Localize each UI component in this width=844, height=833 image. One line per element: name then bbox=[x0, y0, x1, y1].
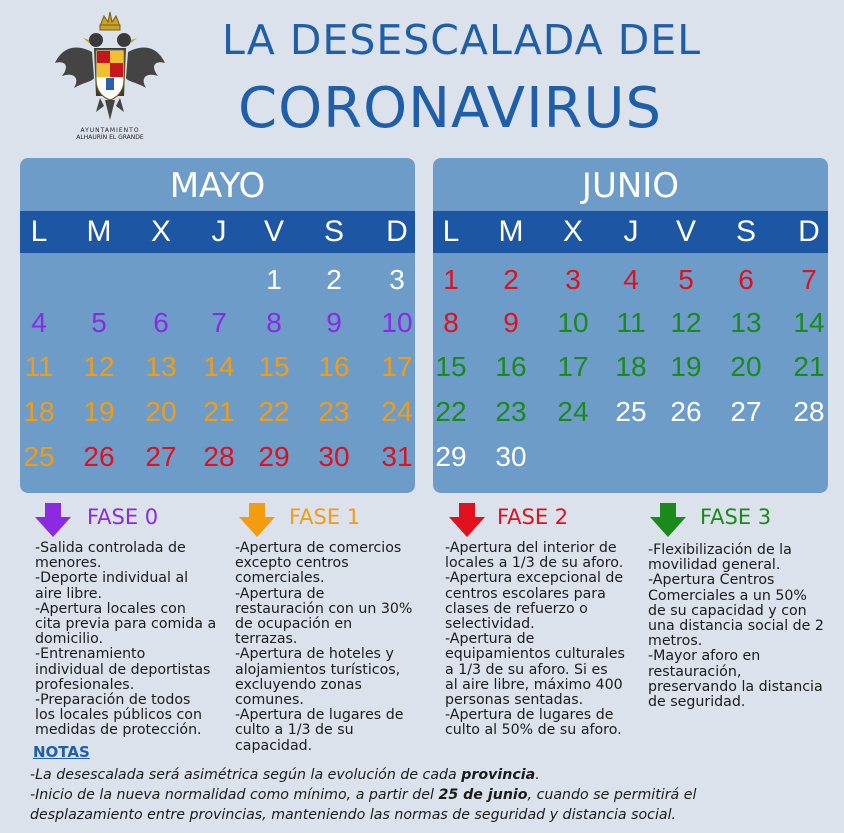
fase-text-line: Comerciales a un 50% bbox=[648, 587, 807, 604]
fase-text-line: -Apertura del interior de bbox=[445, 540, 617, 556]
fase-text-line: terrazas. bbox=[235, 631, 298, 648]
calendar-day: 22 bbox=[258, 396, 290, 427]
notas-heading: NOTAS bbox=[33, 743, 90, 761]
calendar-day: 31 bbox=[381, 441, 413, 472]
fase-text-line: de seguridad. bbox=[648, 694, 746, 711]
calendar-day: 13 bbox=[145, 351, 177, 382]
weekday-label: S bbox=[735, 215, 756, 248]
page-title-line2: CORONAVIRUS bbox=[238, 76, 663, 141]
calendar-month-title: JUNIO bbox=[581, 166, 680, 206]
fase-text-line: una distancia social de 2 bbox=[648, 618, 824, 635]
weekday-label: V bbox=[263, 215, 284, 248]
calendar-day: 14 bbox=[793, 307, 825, 338]
calendar-day: 10 bbox=[557, 307, 589, 338]
nota-1-emphasis: provincia bbox=[461, 767, 536, 783]
fase-text-line: personas sentadas. bbox=[445, 692, 584, 709]
fase-text-line: restauración, bbox=[648, 663, 742, 680]
calendar-day: 12 bbox=[83, 351, 115, 382]
calendar-day: 7 bbox=[211, 307, 227, 338]
calendar-day: 3 bbox=[389, 264, 405, 295]
calendar-month-title: MAYO bbox=[169, 166, 266, 206]
fase-text-line: locales a 1/3 de su aforo. bbox=[445, 555, 624, 572]
calendar-day: 22 bbox=[435, 396, 467, 427]
calendar-day: 13 bbox=[730, 307, 762, 338]
fase-text-line: equipamientos culturales bbox=[445, 646, 625, 663]
down-arrow-icon bbox=[35, 503, 71, 537]
weekday-header bbox=[433, 211, 828, 253]
calendar-day: 11 bbox=[616, 307, 646, 338]
weekday-label: S bbox=[323, 215, 344, 248]
calendar-day: 10 bbox=[381, 307, 413, 338]
calendar-junio bbox=[433, 158, 828, 493]
calendar-day: 6 bbox=[738, 264, 754, 295]
crest-label-line1: AYUNTAMIENTO bbox=[80, 127, 140, 134]
calendar-day: 19 bbox=[670, 351, 702, 382]
fase-text-line: -Salida controlada de bbox=[35, 540, 186, 556]
fase-text-line: -Deporte individual al bbox=[35, 570, 189, 587]
nota-1 bbox=[30, 765, 820, 785]
calendar-day: 6 bbox=[153, 307, 169, 338]
calendar-day: 16 bbox=[318, 351, 350, 382]
calendar-day: 9 bbox=[326, 307, 342, 338]
calendar-day: 20 bbox=[145, 396, 177, 427]
calendar-day: 1 bbox=[443, 264, 459, 295]
calendar-day: 24 bbox=[557, 396, 589, 427]
fase-text-line: a 1/3 de su aforo. Si es bbox=[445, 661, 608, 678]
weekday-label: M bbox=[86, 215, 112, 248]
calendar-day: 15 bbox=[258, 351, 290, 382]
calendar-day: 18 bbox=[23, 396, 55, 427]
calendar-day: 29 bbox=[435, 441, 467, 472]
calendar-day: 3 bbox=[565, 264, 581, 295]
calendar-mayo bbox=[20, 158, 415, 493]
nota-1-end: . bbox=[535, 767, 540, 783]
fase-text-line: metros. bbox=[648, 633, 703, 650]
calendar-day: 5 bbox=[678, 264, 694, 295]
calendar-day: 28 bbox=[793, 396, 825, 427]
fase-1-text bbox=[235, 541, 425, 754]
calendar-day: 7 bbox=[801, 264, 817, 295]
weekday-header bbox=[20, 211, 415, 253]
down-arrow-icon bbox=[650, 503, 686, 537]
calendar-day: 21 bbox=[793, 351, 825, 382]
fase-text-line: selectividad. bbox=[445, 616, 535, 633]
fase-2-title: FASE 2 bbox=[497, 505, 569, 529]
calendar-day: 14 bbox=[203, 351, 235, 382]
fase-text-line: excluyendo zonas bbox=[235, 676, 362, 693]
weekday-label: X bbox=[150, 215, 171, 248]
nota-2-text: -Inicio de la nueva normalidad como mínimo, a partir del bbox=[30, 787, 439, 803]
header bbox=[0, 0, 844, 150]
double-eagle-crest-icon bbox=[50, 8, 170, 128]
calendar-day: 26 bbox=[83, 441, 115, 472]
fase-text-line: restauración con un 30% bbox=[235, 600, 413, 617]
nota-2-end: , cuando se permitirá el bbox=[527, 787, 697, 803]
weekday-label: L bbox=[442, 215, 460, 248]
fase-text-line: -Apertura de lugares de bbox=[445, 707, 614, 724]
fase-text-line: de ocupación en bbox=[235, 616, 353, 633]
calendar-day: 8 bbox=[266, 307, 282, 338]
fase-text-line: menores. bbox=[35, 555, 102, 572]
calendar-day: 30 bbox=[495, 441, 527, 472]
weekday-label: V bbox=[675, 215, 696, 248]
fase-text-line: -Apertura de bbox=[445, 631, 535, 648]
calendar-day: 27 bbox=[730, 396, 762, 427]
calendar-day: 17 bbox=[557, 351, 589, 382]
fase-text-line: -Apertura de hoteles y bbox=[235, 646, 394, 663]
fase-text-line: clases de refuerzo o bbox=[445, 600, 588, 617]
fase-text-line: movilidad general. bbox=[648, 557, 781, 574]
down-arrow-icon bbox=[239, 503, 275, 537]
fase-text-line: excepto centros bbox=[235, 555, 349, 572]
fase-text-line: medidas de protección. bbox=[35, 722, 202, 739]
calendar-day: 9 bbox=[503, 307, 519, 338]
calendar-day: 28 bbox=[203, 441, 235, 472]
city-crest bbox=[50, 8, 170, 143]
calendar-day: 4 bbox=[31, 307, 47, 338]
calendar-day: 21 bbox=[203, 396, 235, 427]
calendar-day: 5 bbox=[91, 307, 107, 338]
fase-0-title: FASE 0 bbox=[87, 505, 159, 529]
calendar-day: 23 bbox=[318, 396, 350, 427]
fase-2-text bbox=[445, 541, 635, 739]
nota-2 bbox=[30, 785, 820, 805]
fase-text-line: comunes. bbox=[235, 692, 304, 709]
fase-text-line: -Mayor aforo en bbox=[648, 648, 761, 665]
fase-text-line: -Preparación de todos bbox=[35, 692, 191, 709]
fase-text-line: culto al 50% de su aforo. bbox=[445, 722, 622, 739]
fase-text-line: -Apertura de comercios bbox=[235, 540, 402, 556]
calendar-day: 26 bbox=[670, 396, 702, 427]
fase-text-line: capacidad. bbox=[235, 737, 313, 754]
fase-text-line: individual de deportistas bbox=[35, 661, 211, 678]
calendar-day: 15 bbox=[435, 351, 467, 382]
fase-text-line: -Flexibilización de la bbox=[648, 542, 792, 558]
calendar-day: 27 bbox=[145, 441, 177, 472]
calendar-day: 20 bbox=[730, 351, 762, 382]
fase-text-line: comerciales. bbox=[235, 570, 325, 587]
weekday-label: D bbox=[798, 215, 820, 248]
calendar-day: 17 bbox=[381, 351, 413, 382]
weekday-label: M bbox=[498, 215, 524, 248]
weekday-label: X bbox=[562, 215, 583, 248]
fase-text-line: -Apertura locales con bbox=[35, 600, 186, 617]
fase-text-line: los locales públicos con bbox=[35, 707, 202, 724]
weekday-label: J bbox=[623, 215, 639, 248]
fase-text-line: profesionales. bbox=[35, 676, 135, 693]
fase-text-line: centros escolares para bbox=[445, 585, 606, 602]
nota-2-emphasis: 25 de junio bbox=[438, 787, 528, 803]
fase-text-line: cita previa para comida a bbox=[35, 616, 217, 633]
fase-1-title: FASE 1 bbox=[289, 505, 361, 529]
weekday-label: L bbox=[30, 215, 48, 248]
calendar-day: 18 bbox=[615, 351, 647, 382]
calendar-day: 11 bbox=[24, 351, 54, 382]
calendar-day: 23 bbox=[495, 396, 527, 427]
calendar-day: 4 bbox=[623, 264, 639, 295]
fase-0-text bbox=[35, 541, 225, 739]
down-arrow-icon bbox=[449, 503, 485, 537]
fase-text-line: aire libre. bbox=[35, 585, 103, 602]
calendar-day: 2 bbox=[503, 264, 519, 295]
nota-1-text: -La desescalada será asimétrica según la evolución de cada bbox=[30, 767, 462, 783]
calendar-day: 16 bbox=[495, 351, 527, 382]
calendar-day: 12 bbox=[670, 307, 702, 338]
calendar-day: 25 bbox=[615, 396, 647, 427]
fase-text-line: preservando la distancia bbox=[648, 678, 823, 695]
fase-text-line: domicilio. bbox=[35, 631, 104, 648]
fase-3-text bbox=[648, 543, 838, 710]
fase-text-line: -Apertura excepcional de bbox=[445, 570, 624, 587]
calendar-day: 30 bbox=[318, 441, 350, 472]
calendar-day: 8 bbox=[443, 307, 459, 338]
fase-text-line: -Apertura de bbox=[235, 585, 325, 602]
calendar-day: 19 bbox=[83, 396, 115, 427]
nota-3: desplazamiento entre provincias, manteniendo las normas de seguridad y distancia social. bbox=[30, 807, 677, 823]
calendar-day: 29 bbox=[258, 441, 290, 472]
weekday-label: D bbox=[386, 215, 408, 248]
calendar-day: 1 bbox=[266, 264, 282, 295]
fase-text-line: -Apertura de lugares de bbox=[235, 707, 404, 724]
fase-text-line: culto a 1/3 de su bbox=[235, 722, 354, 739]
fase-text-line: al aire libre, máximo 400 bbox=[445, 676, 623, 693]
fase-text-line: de su capacidad y con bbox=[648, 602, 807, 619]
fase-3-title: FASE 3 bbox=[700, 505, 772, 529]
fase-text-line: -Entrenamiento bbox=[35, 646, 146, 663]
weekday-label: J bbox=[211, 215, 227, 248]
calendar-day: 25 bbox=[23, 441, 55, 472]
crest-label-line2: ALHAURÍN EL GRANDE bbox=[76, 134, 144, 141]
page-title-line1: LA DESESCALADA DEL bbox=[222, 16, 702, 64]
fase-text-line: alojamientos turísticos, bbox=[235, 661, 401, 678]
fase-text-line: -Apertura Centros bbox=[648, 572, 775, 589]
calendar-day: 2 bbox=[326, 264, 342, 295]
calendar-day: 24 bbox=[381, 396, 413, 427]
